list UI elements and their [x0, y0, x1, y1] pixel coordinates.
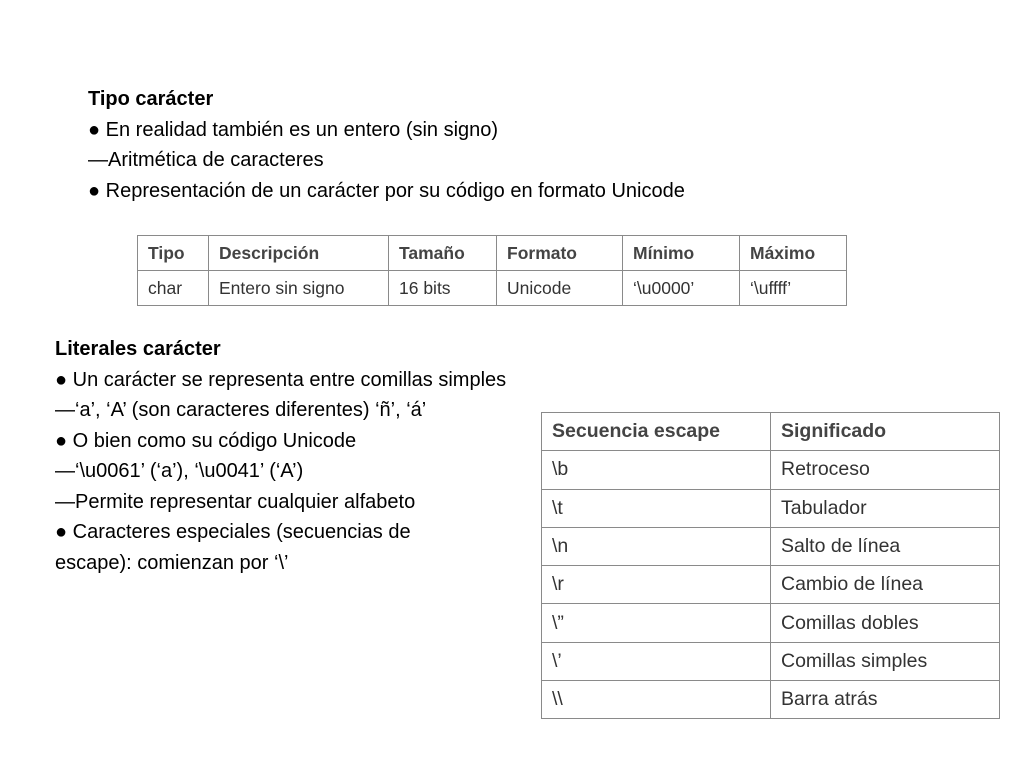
escape-sequence-cell: \t — [542, 489, 771, 527]
header-cell: Tipo — [138, 236, 209, 271]
meaning-cell: Cambio de línea — [771, 566, 1000, 604]
meaning-cell: Comillas simples — [771, 642, 1000, 680]
escape-table — [541, 412, 1000, 719]
table-row — [542, 489, 1000, 527]
header-cell: Secuencia escape — [542, 413, 771, 451]
table-header-row — [138, 236, 847, 271]
table-cell: Unicode — [497, 271, 623, 306]
table-cell: ‘\uffff’ — [740, 271, 847, 306]
sub-line: —Aritmética de caracteres — [88, 149, 324, 171]
section-title: Literales carácter — [55, 338, 221, 360]
table-cell: Entero sin signo — [209, 271, 389, 306]
meaning-cell: Barra atrás — [771, 681, 1000, 719]
table-header-row — [542, 413, 1000, 451]
header-cell: Máximo — [740, 236, 847, 271]
meaning-cell: Tabulador — [771, 489, 1000, 527]
table-row — [542, 604, 1000, 642]
table-row — [542, 527, 1000, 565]
section-literales-caracter — [55, 334, 506, 578]
table-cell: 16 bits — [389, 271, 497, 306]
escape-sequence-cell: \b — [542, 451, 771, 489]
escape-sequence-cell: \” — [542, 604, 771, 642]
escape-sequence-cell: \\ — [542, 681, 771, 719]
table-row — [542, 566, 1000, 604]
bullet-line: ● Representación de un carácter por su código en formato Unicode — [88, 179, 685, 202]
meaning-cell: Salto de línea — [771, 527, 1000, 565]
table-row — [542, 642, 1000, 680]
sub-line: —Permite representar cualquier alfabeto — [55, 490, 416, 513]
escape-sequence-cell: \n — [542, 527, 771, 565]
table-cell: ‘\u0000’ — [623, 271, 740, 306]
bullet-line: ● En realidad también es un entero (sin signo) — [88, 118, 499, 141]
header-cell: Mínimo — [623, 236, 740, 271]
continuation-line: escape): comienzan por ‘\’ — [55, 551, 289, 574]
escape-sequence-cell: \r — [542, 566, 771, 604]
table-row — [138, 271, 847, 306]
header-cell: Descripción — [209, 236, 389, 271]
bullet-line: ● Caracteres especiales (secuencias de — [55, 521, 411, 543]
header-cell: Formato — [497, 236, 623, 271]
escape-sequence-cell: \’ — [542, 642, 771, 680]
table-row — [542, 681, 1000, 719]
header-cell: Significado — [771, 413, 1000, 451]
table-row — [542, 451, 1000, 489]
bullet-line: ● Un carácter se representa entre comillas simples — [55, 368, 507, 391]
section-title: Tipo carácter — [88, 88, 214, 110]
table-cell: char — [138, 271, 209, 306]
header-cell: Tamaño — [389, 236, 497, 271]
meaning-cell: Comillas dobles — [771, 604, 1000, 642]
meaning-cell: Retroceso — [771, 451, 1000, 489]
sub-line: —‘\u0061’ (‘a’), ‘\u0041’ (‘A’) — [55, 460, 304, 482]
sub-line: —‘a’, ‘A’ (son caracteres diferentes) ‘ñ’, ‘á’ — [55, 399, 427, 421]
bullet-line: ● O bien como su código Unicode — [55, 429, 357, 452]
type-table — [137, 235, 847, 306]
section-tipo-caracter — [88, 84, 685, 206]
